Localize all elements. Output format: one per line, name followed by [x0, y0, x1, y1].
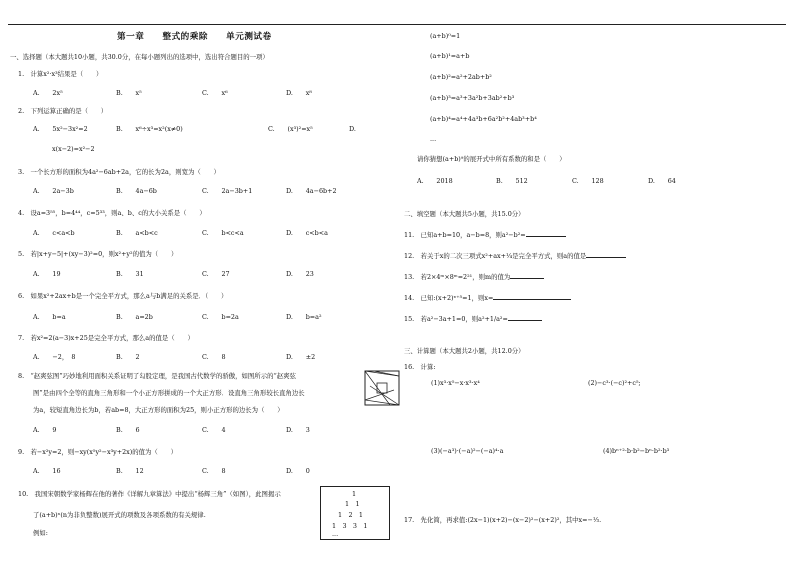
q10-stem-line1: 10. 我国宋朝数学家杨辉在他的著作《详解九章算法》中提出“杨辉三角”（如图），此图揭示	[18, 490, 281, 498]
q10-option-c: C. 128	[572, 177, 604, 185]
yanghui-row-3: 1 2 1	[338, 511, 363, 519]
q9-option-b: B. 12	[116, 467, 144, 475]
q13-answer-blank[interactable]	[510, 271, 544, 279]
q13-stem: 13. 若2×4ᵐ×8ᵐ=2²¹，则m的值为	[404, 271, 544, 281]
q2-option-a: A. 5x²−3x²=2	[33, 125, 88, 133]
q1-option-c: C. x⁶	[202, 89, 228, 97]
yanghui-row-4: 1 3 3 1	[332, 522, 368, 530]
q3-option-c: C. 2a−3b+1	[202, 187, 253, 195]
example-power-3: (a+b)³=a³+3a²b+3ab²+b³	[430, 94, 515, 102]
q9-option-a: A. 16	[33, 467, 61, 475]
section-heading-calc: 三、计算题（本大题共2小题，共12.0分）	[404, 347, 525, 355]
q7-stem: 7. 若x²=2(a−3)x+25是完全平方式，那么a的值是（ ）	[18, 334, 194, 342]
q10-option-a: A. 2018	[417, 177, 453, 185]
q15-answer-blank[interactable]	[508, 313, 542, 321]
q8-stem-line3: 为a，较短直角边长为b，若ab=8，大正方形的面积为25，则小正方形的边长为（ ）	[33, 406, 284, 414]
q14-answer-blank[interactable]	[493, 292, 571, 300]
q2-option-d-text: x(x−2)=x²−2	[52, 145, 95, 153]
q1-option-a: A. 2x⁵	[33, 89, 63, 97]
q8-option-d: D. 3	[286, 426, 310, 434]
q5-option-c: C. 27	[202, 270, 230, 278]
q12-stem: 12. 若关于x的二次三项式x²+ax+¼是完全平方式，则a的值是	[404, 250, 626, 260]
q8-stem-line2: 图”是由四个全等的直角三角形和一个小正方形拼成的一个大正方形．设直角三角形较长直角边长	[33, 389, 305, 397]
q16-part-1: (1)x³·x⁵−x·x³·x⁴	[431, 379, 480, 387]
example-power-4: (a+b)⁴=a⁴+4a³b+6a²b²+4ab³+b⁴	[430, 115, 537, 123]
q9-option-c: C. 8	[202, 467, 226, 475]
q6-option-a: A. b=a	[33, 313, 66, 321]
q7-option-c: C. 8	[202, 353, 226, 361]
section-heading-fill: 二、填空题（本大题共5小题，共15.0分）	[404, 210, 525, 218]
q16-part-3: (3)(−a³)·(−a)²−(−a)⁴·a	[431, 447, 504, 455]
q4-option-b: B. a<b<c	[116, 229, 158, 237]
q10-option-b: B. 512	[496, 177, 528, 185]
q9-stem: 9. 若−x²y=2，则−xy(x⁵y²−x³y+2x)的值为（ ）	[18, 448, 177, 456]
q5-stem: 5. 若|x+y−5|+(xy−3)²=0，则x²+y²的值为（ ）	[18, 250, 178, 258]
q16-part-2: (2)−c³·(−c)²+c⁵;	[588, 379, 641, 387]
q4-stem: 4. 设a=3⁵⁵，b=4⁴⁴，c=5³³，则a、b、c的大小关系是（ ）	[18, 209, 206, 217]
q9-option-d: D. 0	[286, 467, 310, 475]
zhaoshuang-diagram	[364, 370, 400, 406]
q5-option-b: B. 31	[116, 270, 144, 278]
q6-option-d: D. b=a²	[286, 313, 322, 321]
q10-question: 请你猜想(a+b)⁹的展开式中所有系数的和是（ ）	[417, 155, 566, 163]
q3-option-a: A. 2a−3b	[33, 187, 74, 195]
q7-option-d: D. ±2	[286, 353, 316, 361]
q4-option-a: A. c<a<b	[33, 229, 75, 237]
q2-option-d: D.	[349, 125, 356, 133]
q8-option-b: B. 6	[116, 426, 140, 434]
yanghui-more: ...	[332, 530, 339, 538]
q11-stem: 11. 已知a+b=10，a−b=8，则a²−b²=	[404, 229, 566, 239]
q12-answer-blank[interactable]	[586, 250, 626, 258]
q16-part-4: (4)bⁿ⁺²·b·b²−bⁿ·b²·b³	[603, 447, 670, 455]
q6-option-c: C. b=2a	[202, 313, 239, 321]
q14-stem: 14. 已知:(x+2)ˣ⁺⁵=1，则x=	[404, 292, 571, 302]
example-power-2: (a+b)²=a²+2ab+b²	[430, 73, 492, 81]
q8-option-c: C. 4	[202, 426, 226, 434]
q1-option-b: B. x⁵	[116, 89, 142, 97]
q7-option-a: A. −2， 8	[33, 353, 76, 361]
q4-option-c: C. b<c<a	[202, 229, 244, 237]
example-dots: ...	[430, 135, 437, 143]
q10-example-label: 例如:	[33, 529, 48, 537]
q5-option-d: D. 23	[286, 270, 314, 278]
page-title: 第一章 整式的乘除 单元测试卷	[117, 32, 272, 42]
q11-answer-blank[interactable]	[526, 229, 566, 237]
q8-stem-line1: 8. “赵爽弦图”巧妙地利用面积关系证明了勾股定理，是我国古代数学的骄傲，如图所示的“赵爽弦	[18, 372, 296, 380]
example-power-1: (a+b)¹=a+b	[430, 52, 470, 60]
q16-stem: 16. 计算:	[404, 363, 436, 371]
q6-stem: 6. 如果x²+2ax+b是一个完全平方式，那么a与b满足的关系是．（ ）	[18, 292, 228, 300]
q17-stem: 17. 先化简，再求值:(2x−1)(x+2)−(x−2)²−(x+2)²，其中x=−⅓.	[404, 516, 602, 524]
q3-option-d: D. 4a−6b+2	[286, 187, 337, 195]
q5-option-a: A. 19	[33, 270, 61, 278]
q7-option-b: B. 2	[116, 353, 140, 361]
q6-option-b: B. a=2b	[116, 313, 153, 321]
example-power-0: (a+b)⁰=1	[430, 32, 461, 40]
q8-option-a: A. 9	[33, 426, 57, 434]
q4-option-d: D. c<b<a	[286, 229, 328, 237]
q1-stem: 1. 计算x²·x³结果是（ ）	[18, 70, 103, 78]
q2-stem: 2. 下列运算正确的是（ ）	[18, 107, 108, 115]
header-rule	[8, 24, 786, 25]
section-heading-choice: 一、选择题（本大题共10小题，共30.0分，在每小题列出的选项中，选出符合题目的一项）	[10, 53, 269, 61]
q10-option-d: D. 64	[648, 177, 676, 185]
yanghui-row-2: 1 1	[345, 500, 360, 508]
q15-stem: 15. 若a²−3a+1=0，则a²+1/a²=	[404, 313, 542, 323]
q1-option-d: D. x⁸	[286, 89, 312, 97]
q10-stem-line2: 了(a+b)ⁿ(n为非负整数)展开式的项数及各项系数的有关规律.	[33, 511, 206, 519]
q2-option-b: B. x⁶÷x³=x²(x≠0)	[116, 125, 183, 133]
q3-stem: 3. 一个长方形的面积为4a²−6ab+2a，它的长为2a，则宽为（ ）	[18, 168, 220, 176]
q3-option-b: B. 4a−6b	[116, 187, 157, 195]
yanghui-row-1: 1	[352, 490, 357, 498]
q2-option-c: C. (x³)²=x⁵	[268, 125, 313, 133]
